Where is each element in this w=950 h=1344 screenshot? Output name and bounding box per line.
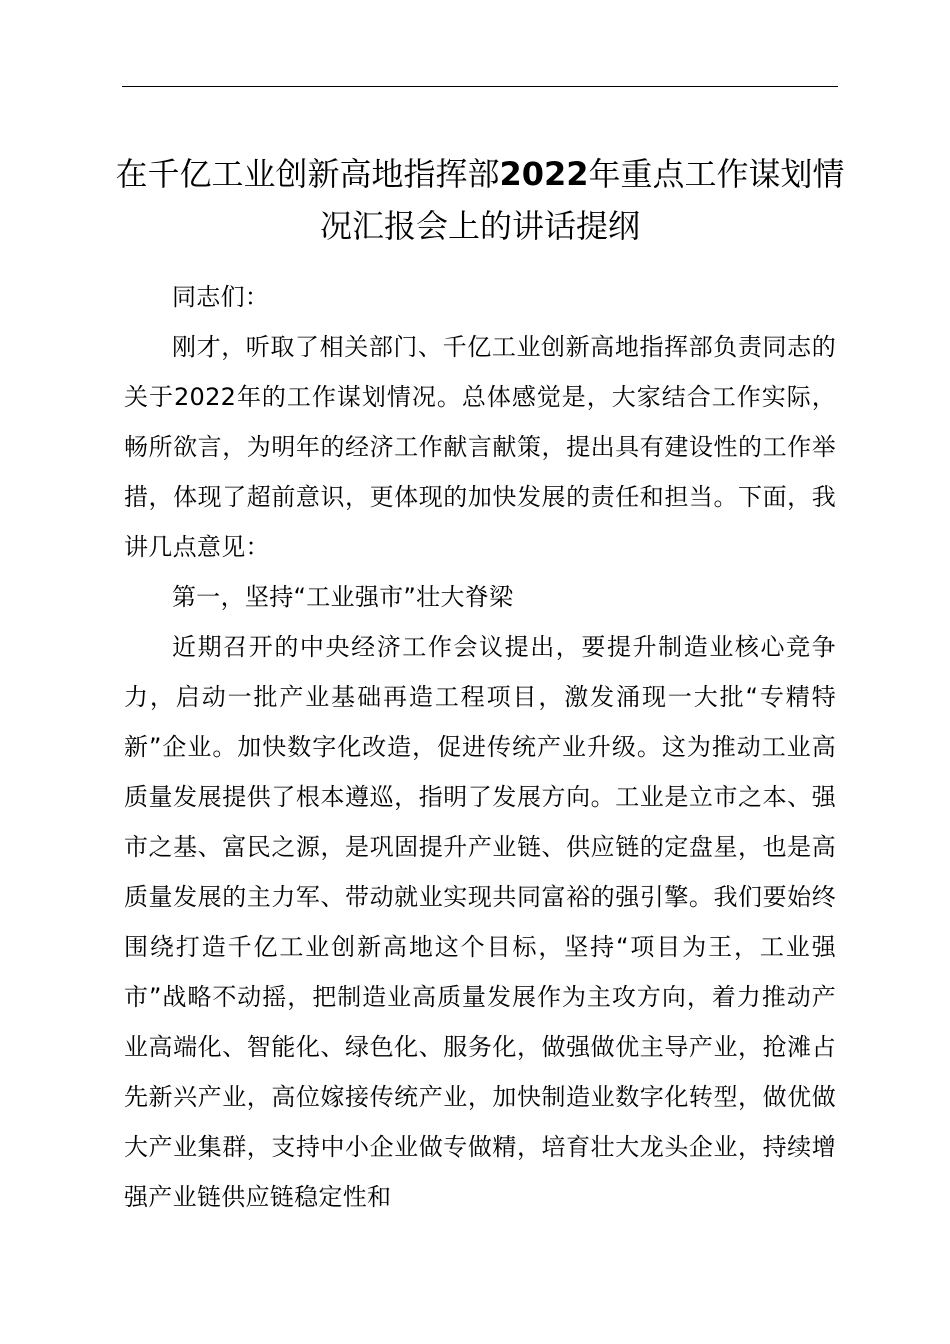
title-year: 2022 <box>499 155 589 193</box>
paragraph-section-1: 近期召开的中央经济工作会议提出，要提升制造业核心竞争力，启动一批产业基础再造工程项目，激发涌现一大批“专精特新”企业。加快数字化改造，促进传统产业升级。这为推动工业高质量发展提供了根本遵巡，指明了发展方向。工业是立市之本、强市之基、富民之源，是巩固提升产业链、供应链的定盘星，也是高质量发展的主力军、带动就业实现共同富裕的强引擎。我们要始终围绕打造千亿工业创新高地这个目标，坚持“项目为王，工业强市”战略不动摇，把制造业高质量发展作为主攻方向，着力推动产业高端化、智能化、绿色化、服务化，做强做优主导产业，抢滩占先新兴产业，高位嫁接传统产业，加快制造业数字化转型，做优做大产业集群，支持中小企业做专做精，培育壮大龙头企业，持续增强产业链供应链稳定性和 <box>124 633 836 1211</box>
salutation: 同志们： <box>172 283 270 311</box>
document-body <box>124 272 836 1222</box>
section-heading-1: 第一，坚持“工业强市”壮大脊梁 <box>172 583 514 611</box>
document-title <box>110 148 850 252</box>
paragraph-intro: 刚才，听取了相关部门、千亿工业创新高地指挥部负责同志的关于2022年的工作谋划情况。总体感觉是，大家结合工作实际，畅所欲言，为明年的经济工作献言献策，提出具有建设性的工作举措，体现了超前意识，更体现的加快发展的责任和担当。下面，我讲几点意见： <box>124 333 836 561</box>
title-part-1: 在千亿工业创新高地指挥部 <box>115 155 500 193</box>
title-part-2: 年重点工作谋划情况汇报会上的讲话提纲 <box>319 155 845 245</box>
header-rule <box>122 86 838 87</box>
